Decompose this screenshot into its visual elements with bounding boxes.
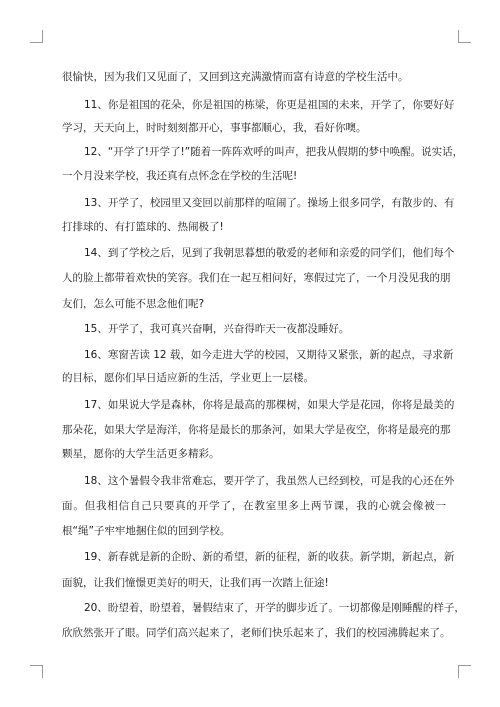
text-line: 那朵花，如果大学是海洋，你将是最长的那条河，如果大学是夜空，你将是最亮的那 (62, 424, 451, 436)
text-line: 19、新春就是新的企盼、新的希望，新的征程，新的收获。新学期，新起点，新 (84, 551, 455, 563)
text-line: 17、如果说大学是森林，你将是最高的那棵树，如果大学是花园，你将是最美的 (84, 399, 455, 411)
crop-mark-top-left (30, 30, 43, 43)
text-line: 18、这个暑假令我非常难忘，要开学了，我虽然人已经到校，可是我的心还在外 (84, 475, 455, 487)
text-line: 12、“开学了!开学了!”随着一阵阵欢呼的叫声，把我从假期的梦中唤醒。说实话， (84, 146, 464, 158)
text-line: 颗星，愿你的大学生活更多精彩。 (62, 448, 220, 460)
text-line: 面。但我相信自己只要真的开学了，在教室里多上两节课，我的心就会像被一 (62, 500, 446, 512)
text-line: 打排球的、有打篮球的、热闹极了! (62, 221, 224, 233)
text-line: 13、开学了，校园里又变回以前那样的喧闹了。操场上很多同学，有散步的、有 (84, 197, 455, 209)
text-line: 人的脸上都带着欢快的笑容。我们在一起互相问好，寒假过完了，一个月没见我的朋 (62, 272, 451, 284)
text-line: 的目标，愿你们早日适应新的生活，学业更上一层楼。 (62, 372, 314, 384)
crop-mark-bottom-left (30, 665, 43, 678)
text-line: 11、你是祖国的花朵，你是祖国的栋梁，你更是祖国的未来，开学了，你要好好 (84, 99, 455, 111)
text-line: 欣欣然张开了眼。同学们高兴起来了，老师们快乐起来了，我们的校园沸腾起来了。 (62, 627, 451, 639)
crop-mark-top-right (458, 30, 471, 43)
text-line: 16、寒窗苦读 12 载，如今走进大学的校园，又期待又紧张，新的起点，寻求新 (84, 349, 454, 361)
text-line: 学习，天天向上，时时刻刻都开心，事事都顺心，我，看好你噢。 (62, 122, 367, 134)
crop-mark-bottom-right (458, 665, 471, 678)
text-line: 很愉快，因为我们又见面了，又回到这充满激情而富有诗意的学校生活中。 (62, 71, 409, 83)
text-line: 20、盼望着，盼望着，暑假结束了，开学的脚步近了。一切都像是刚睡醒的样子， (84, 602, 465, 614)
text-line: 友们，怎么可能不思念他们呢? (62, 298, 205, 310)
text-line: 14、到了学校之后，见到了我朝思暮想的敬爱的老师和亲爱的同学们，他们每个 (84, 247, 455, 259)
text-line: 15、开学了，我可真兴奋啊，兴奋得昨天一夜都没睡好。 (84, 323, 350, 335)
text-line: 一个月没来学校，我还真有点怀念在学校的生活呢! (62, 170, 298, 182)
text-line: 面貌，让我们憧憬更美好的明天，让我们再一次踏上征途! (62, 577, 329, 589)
text-line: 根“绳”子牢牢地捆住似的回到学校。 (62, 525, 231, 537)
